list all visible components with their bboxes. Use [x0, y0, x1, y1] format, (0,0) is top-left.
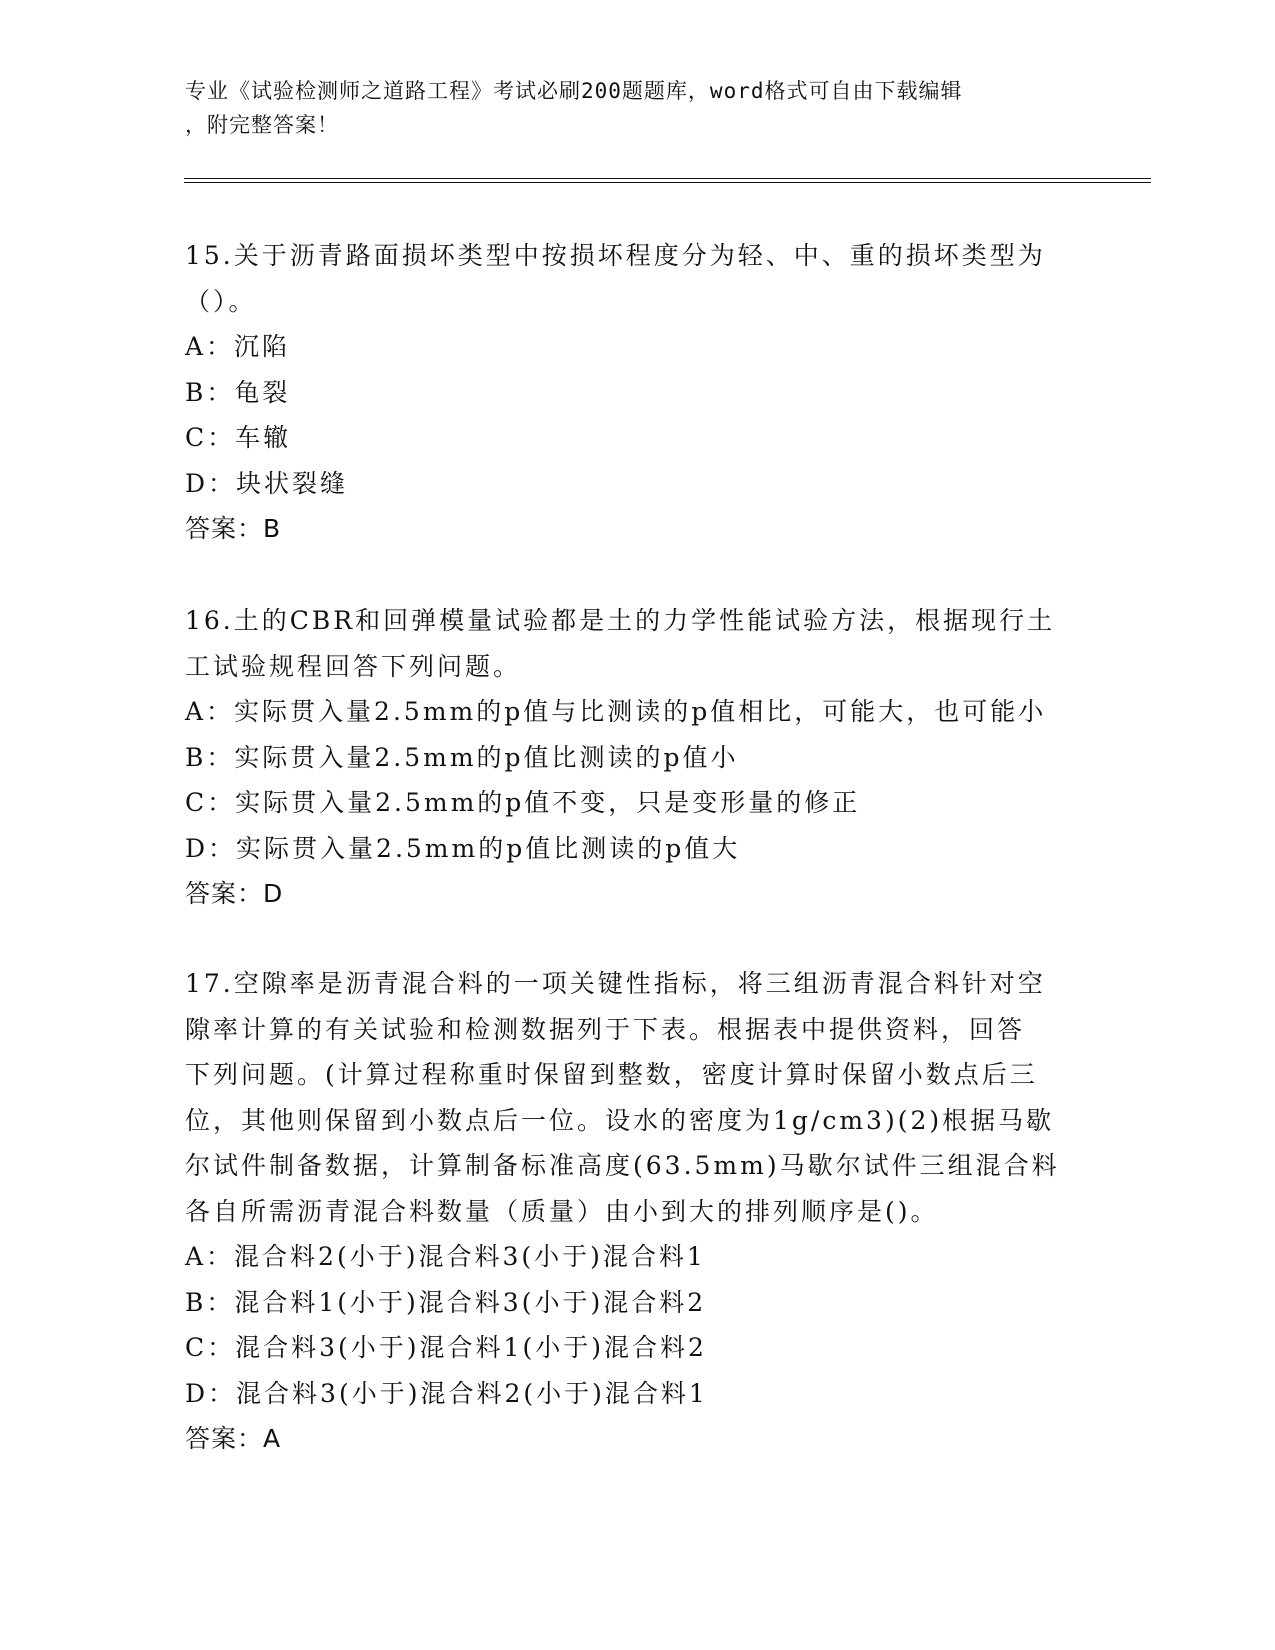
answer-line: 答案：A [185, 1424, 282, 1453]
option-b: B：实际贯入量2.5mm的p值比测读的p值小 [185, 742, 739, 772]
option-c: C：混合料3(小于)混合料1(小于)混合料2 [185, 1333, 707, 1362]
option-c: C：车辙 [185, 423, 292, 452]
question-stem-line: 17.空隙率是沥青混合料的一项关键性指标，将三组沥青混合料针对空 [185, 969, 1046, 998]
question-17 [185, 961, 1085, 1462]
answer-line: 答案：B [185, 514, 282, 543]
header-divider-bottom [184, 182, 1151, 183]
document-header [185, 74, 1075, 142]
question-stem-line: 位，其他则保留到小数点后一位。设水的密度为1g/cm3)(2)根据马歇 [185, 1105, 1055, 1135]
option-b: B：龟裂 [185, 377, 291, 407]
header-title-line-2: ，附完整答案！ [185, 113, 339, 137]
option-a: A：混合料2(小于)混合料3(小于)混合料1 [185, 1242, 706, 1271]
option-d: D：块状裂缝 [185, 468, 349, 498]
option-a: A：沉陷 [185, 332, 291, 361]
question-stem-line: 下列问题。(计算过程称重时保留到整数，密度计算时保留小数点后三 [185, 1060, 1038, 1089]
answer-line: 答案：D [185, 879, 284, 908]
question-stem-line: 各自所需沥青混合料数量（质量）由小到大的排列顺序是()。 [185, 1196, 939, 1226]
header-title-line-1: 专业《试验检测师之道路工程》考试必刷200题题库，word格式可自由下载编辑 [185, 79, 963, 103]
question-stem-line: 15.关于沥青路面损坏类型中按损坏程度分为轻、中、重的损坏类型为 [185, 241, 1046, 270]
question-stem-line: 工试验规程回答下列问题。 [185, 651, 522, 681]
option-c: C：实际贯入量2.5mm的p值不变，只是变形量的修正 [185, 788, 861, 817]
question-16 [185, 598, 1085, 917]
option-d: D：混合料3(小于)混合料2(小于)混合料1 [185, 1378, 708, 1408]
question-stem-line: 16.土的CBR和回弹模量试验都是土的力学性能试验方法，根据现行土 [185, 606, 1056, 635]
question-stem-line: 尔试件制备数据，计算制备标准高度(63.5mm)马歇尔试件三组混合料 [185, 1151, 1060, 1180]
option-d: D：实际贯入量2.5mm的p值比测读的p值大 [185, 833, 741, 863]
header-divider-top [184, 178, 1151, 179]
option-a: A：实际贯入量2.5mm的p值与比测读的p值相比，可能大，也可能小 [185, 697, 1047, 726]
question-stem-line: （）。 [185, 286, 257, 316]
question-15 [185, 233, 1085, 552]
option-b: B：混合料1(小于)混合料3(小于)混合料2 [185, 1287, 707, 1317]
question-stem-line: 隙率计算的有关试验和检测数据列于下表。根据表中提供资料，回答 [185, 1014, 1026, 1044]
